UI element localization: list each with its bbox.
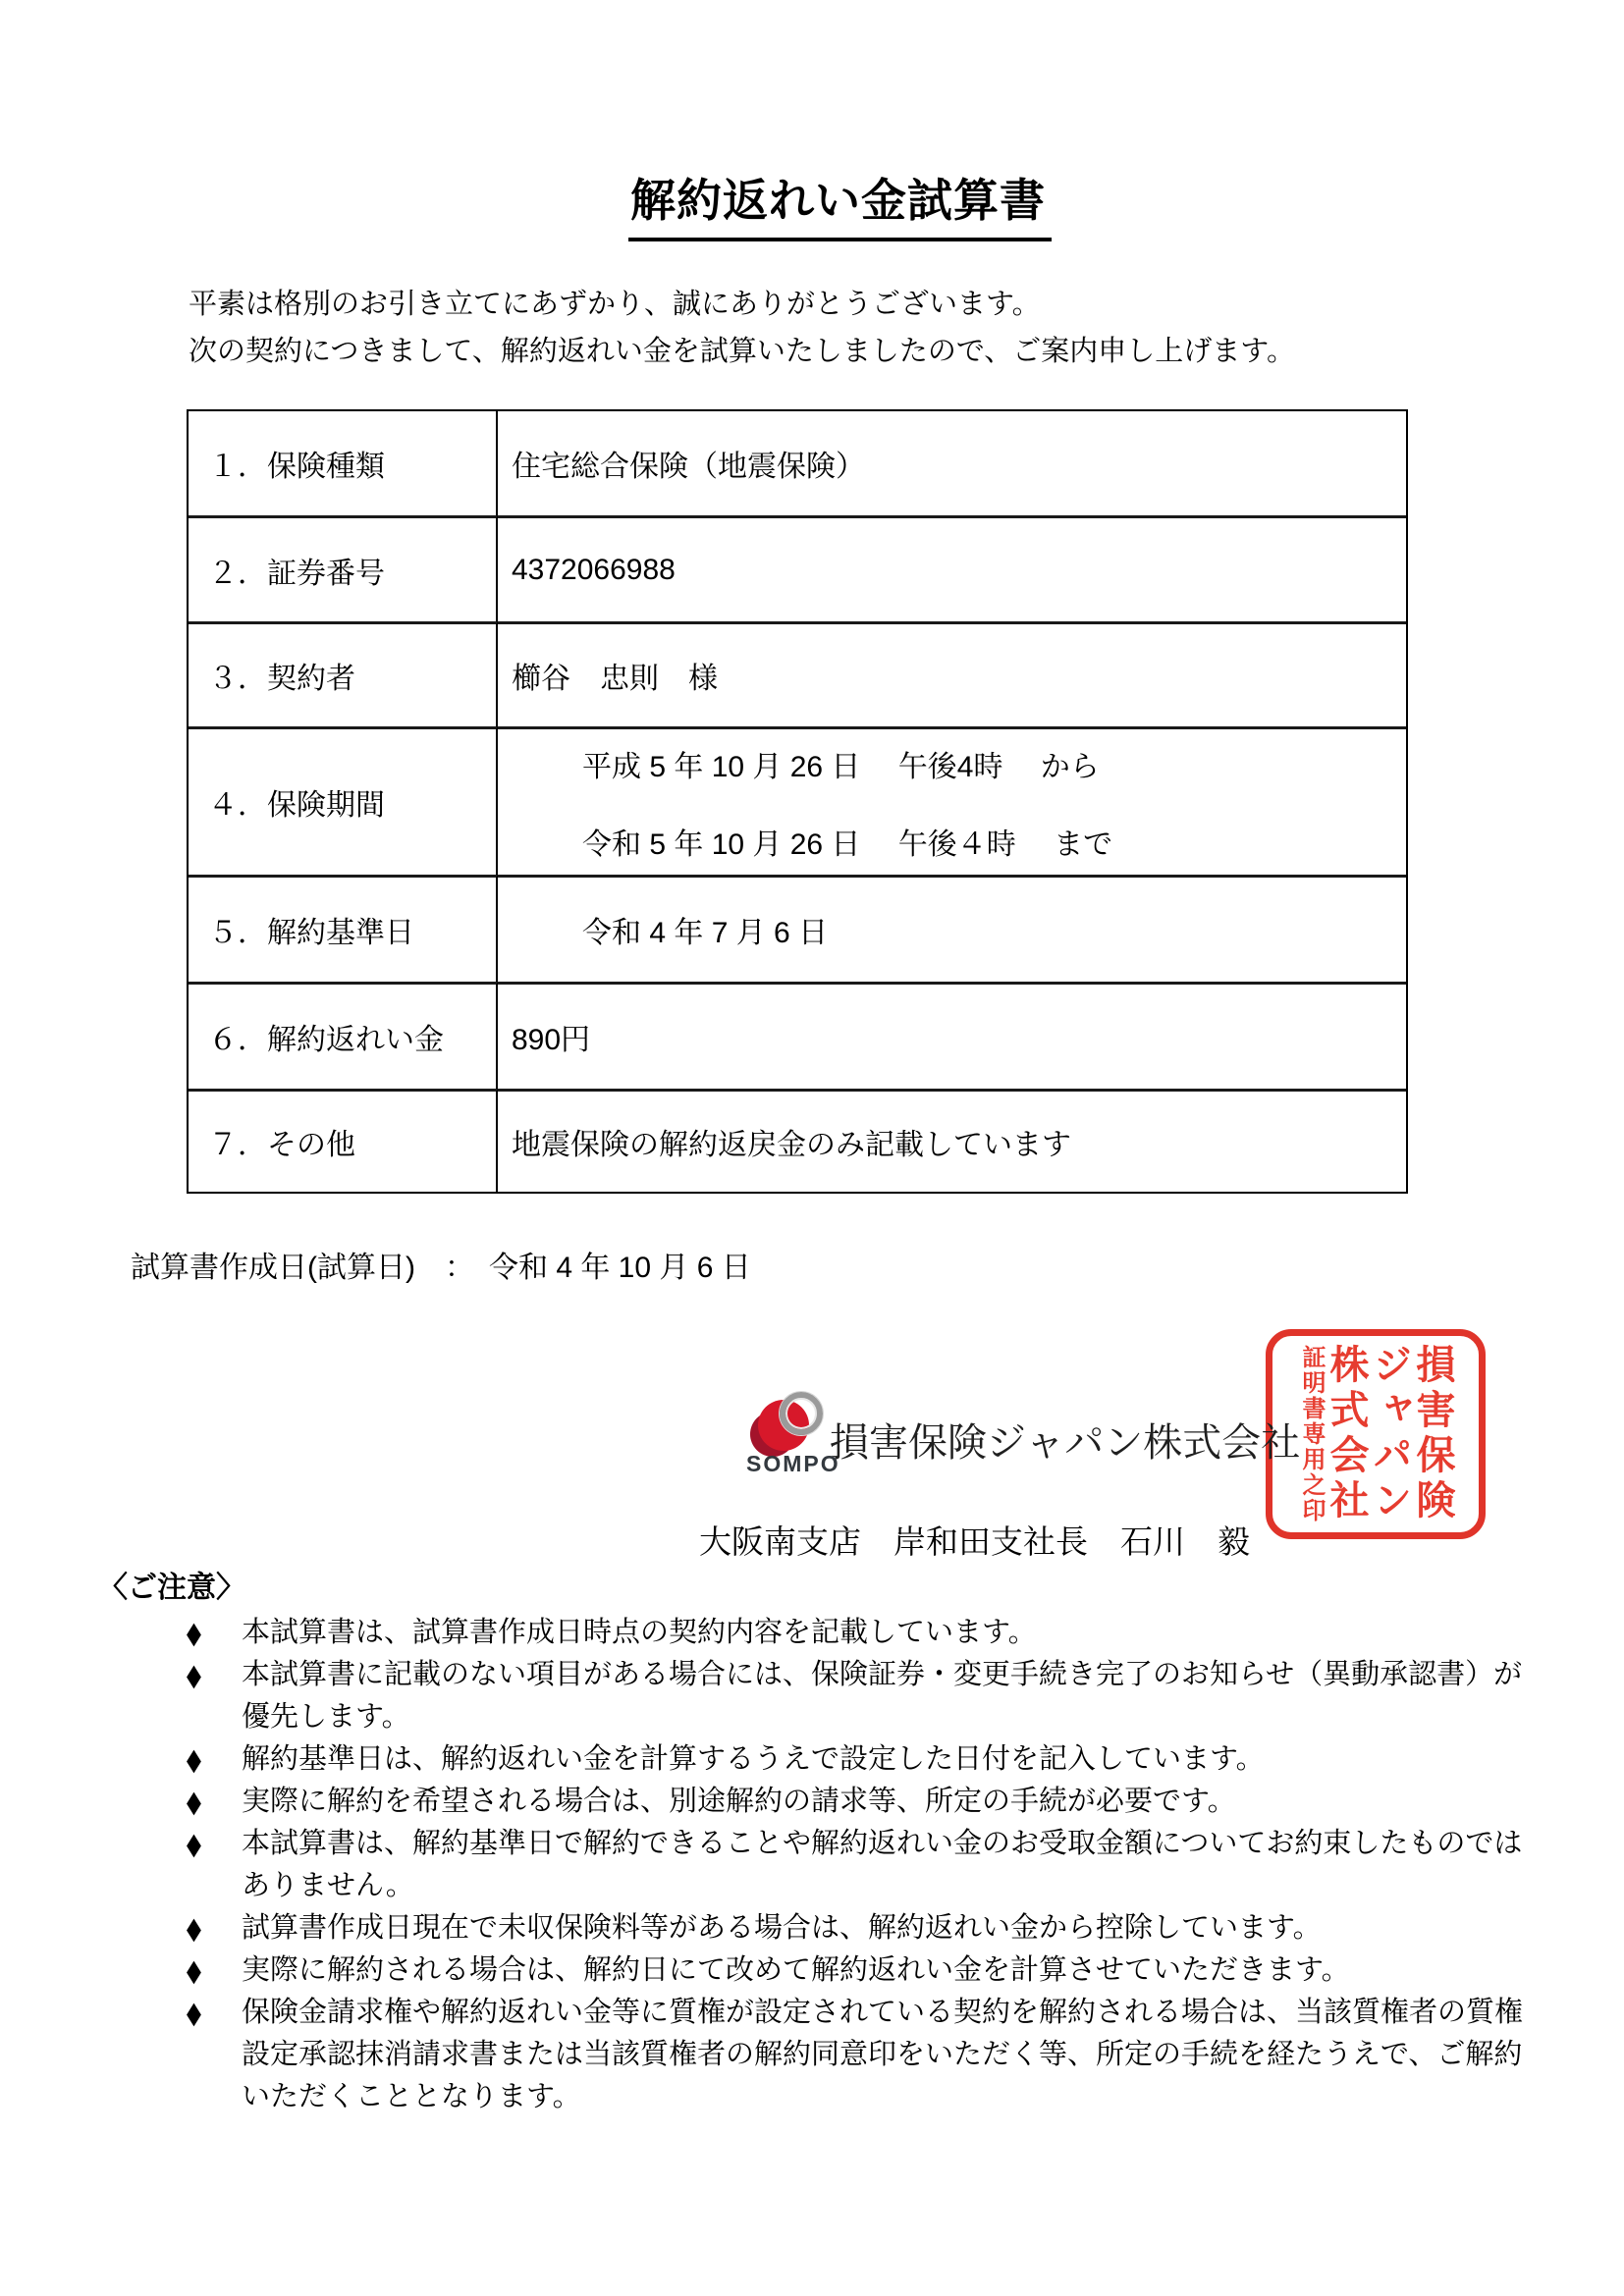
logo-silver-ring-icon [780,1392,823,1435]
note-item: ◆ 実際に解約される場合は、解約日にて改めて解約返れい金を計算させていただきます。 [187,1949,1624,1992]
insurance-period-to: 令和 5 年 10 月 26 日 午後４時 まで [582,828,1113,861]
notes-section [0,1567,1624,2118]
seal-column-4: 証明書専用之印 [1298,1345,1324,1523]
company-name: 損害保険ジャパン株式会社 [830,1421,1301,1465]
row-policy-number-value: 4372066988 [498,515,1406,621]
sompo-logo-icon [746,1390,840,1484]
note-item: ◆ 本試算書に記載のない項目がある場合には、保険証券・変更手続き完了のお知らせ（異動承認書）が優先します。 [187,1654,1624,1738]
greeting-paragraph [189,281,1295,375]
issue-date-line [131,1243,751,1286]
note-item: ◆ 本試算書は、解約基準日で解約できることや解約返れい金のお受取金額についてお約束したものではありません。 [187,1823,1624,1907]
row-insurance-type-label: １．保険種類 [189,411,498,515]
note-item: ◆ 解約基準日は、解約返れい金を計算するうえで設定した日付を記入しています。 [187,1738,1624,1781]
notes-list [187,1612,1624,2118]
issue-date-label: 試算書作成日(試算日) ： [131,1252,460,1284]
diamond-bullet-icon: ◆ [187,1910,201,1946]
note-item: ◆ 試算書作成日現在で未収保険料等がある場合は、解約返れい金から控除しています。 [187,1907,1624,1949]
diamond-bullet-icon: ◆ [187,1741,201,1777]
row-cancellation-base-date-value: 令和 4 年 7 月 6 日 [498,875,1406,982]
row-policyholder-label: ３．契約者 [189,621,498,726]
row-policyholder-value: 櫛谷 忠則 様 [498,621,1406,726]
row-other-label: ７．その他 [189,1089,498,1192]
diamond-bullet-icon: ◆ [187,1657,201,1692]
seal-column-3: 株式会社 [1325,1344,1369,1524]
seal-column-2: ジャパン [1368,1344,1412,1524]
diamond-bullet-icon: ◆ [187,1826,201,1861]
diamond-bullet-icon: ◆ [187,1952,201,1988]
notes-heading: 〈ご注意〉 [98,1572,245,1604]
note-item: ◆ 保険金請求権や解約返れい金等に質権が設定されている契約を解約される場合は、当該質権者の質権設定承認抹消請求書または当該質権者の解約同意印をいただく等、所定の手続を経たうえで、ご解約いただくこととなります。 [187,1992,1624,2118]
page-title: 解約返れい金試算書 [628,165,1052,241]
row-insurance-period-value [498,726,1406,875]
insurance-period-from: 平成 5 年 10 月 26 日 午後4時 から [582,750,1100,783]
diamond-bullet-icon: ◆ [187,1784,201,1819]
row-policy-number-label: ２．証券番号 [189,515,498,621]
contract-summary-table [187,409,1408,1194]
seal-column-1: 損害保険 [1411,1344,1455,1524]
row-refund-amount-label: ６．解約返れい金 [189,982,498,1089]
diamond-bullet-icon: ◆ [187,1995,201,2030]
row-cancellation-base-date-label: ５．解約基準日 [189,875,498,982]
greeting-line-2: 次の契約につきまして、解約返れい金を試算いたしましたので、ご案内申し上げます。 [189,336,1295,367]
row-insurance-period-label: ４．保険期間 [189,726,498,875]
diamond-bullet-icon: ◆ [187,1615,201,1650]
note-item: ◆ 実際に解約を希望される場合は、別途解約の請求等、所定の手続が必要です。 [187,1781,1624,1823]
greeting-line-1: 平素は格別のお引き立てにあずかり、誠にありがとうございます。 [189,289,1041,320]
sompo-logotype: SOMPO [746,1451,840,1476]
row-refund-amount-value: 890円 [498,982,1406,1089]
branch-manager-line: 大阪南支店 岸和田支社長 石川 毅 [699,1523,1250,1560]
row-insurance-type-value: 住宅総合保険（地震保険） [512,451,865,483]
note-item: ◆ 本試算書は、試算書作成日時点の契約内容を記載しています。 [187,1612,1624,1654]
issue-date-value: 令和 4 年 10 月 6 日 [488,1252,751,1284]
row-other-value: 地震保険の解約返戻金のみ記載しています [498,1089,1406,1192]
